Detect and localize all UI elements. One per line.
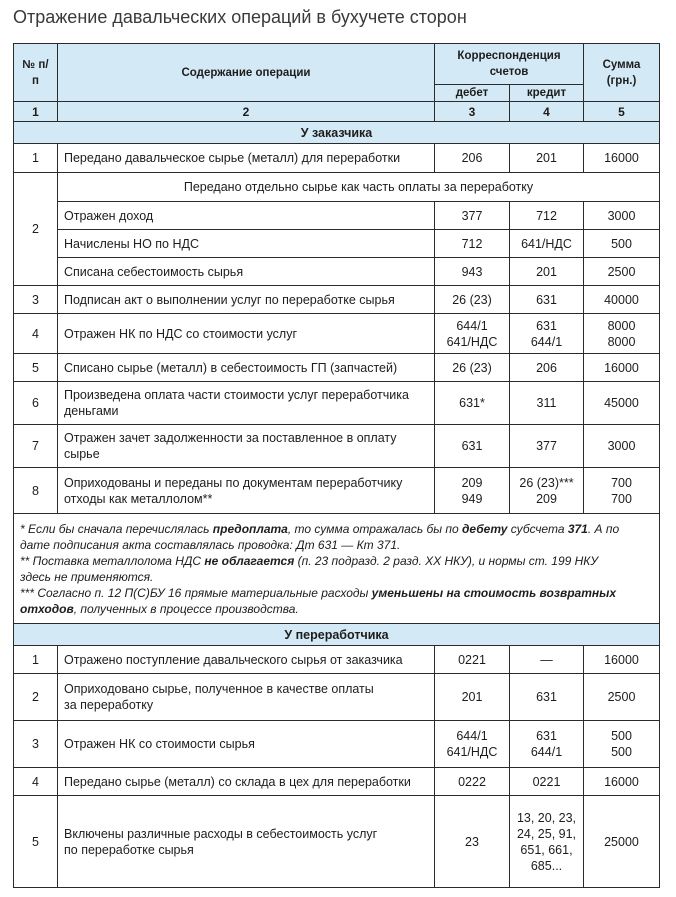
row-credit: 377 (510, 425, 584, 468)
footnote-3-cont: отходов, полученных в процессе производства. (20, 601, 299, 616)
row-text: Оприходованы и переданы по документам переработчику отходы как металлолом** (58, 468, 435, 514)
row-text: Начислены НО по НДС (58, 230, 435, 258)
row-credit: 631 644/1 (510, 721, 584, 768)
row-sum: 40000 (584, 286, 660, 314)
table-row (14, 314, 660, 354)
row-text: Оприходовано сырье, полученное в качестве оплаты за переработку (58, 674, 435, 721)
row-num: 3 (14, 721, 58, 768)
row-text: Отражено поступление давальческого сырья от заказчика (58, 646, 435, 674)
table-row (14, 173, 660, 202)
row-text: Произведена оплата части стоимости услуг переработчика деньгами (58, 382, 435, 425)
section-title-processor: У переработчика (14, 624, 660, 646)
row-debit: 23 (435, 796, 510, 888)
row-sum: 16000 (584, 768, 660, 796)
table-row (14, 354, 660, 382)
table-row (14, 674, 660, 721)
table-row (14, 258, 660, 286)
row-credit: 641/НДС (510, 230, 584, 258)
row-credit: 0221 (510, 768, 584, 796)
row-debit: 26 (23) (435, 354, 510, 382)
header-credit: кредит (510, 85, 584, 102)
table-row (14, 230, 660, 258)
row-num: 4 (14, 314, 58, 354)
row-num: 2 (14, 173, 58, 286)
row-text: Передано отдельно сырье как часть оплаты за переработку (58, 173, 660, 202)
row-text: Отражен зачет задолженности за поставленное в оплату сырье (58, 425, 435, 468)
row-debit: 644/1 641/НДС (435, 314, 510, 354)
row-credit: 712 (510, 202, 584, 230)
row-sum: 16000 (584, 354, 660, 382)
footnote-2-cont: здесь не применяются. (20, 569, 154, 584)
col-number-5: 5 (584, 102, 660, 122)
row-debit: 201 (435, 674, 510, 721)
row-credit: 631 644/1 (510, 314, 584, 354)
row-text: Списано сырье (металл) в себестоимость ГП (запчастей) (58, 354, 435, 382)
col-number-2: 2 (58, 102, 435, 122)
row-text: Отражен доход (58, 202, 435, 230)
table-row (14, 768, 660, 796)
row-debit: 631* (435, 382, 510, 425)
row-num: 1 (14, 646, 58, 674)
row-num: 2 (14, 674, 58, 721)
row-credit: 206 (510, 354, 584, 382)
row-sum: 16000 (584, 646, 660, 674)
table-row (14, 382, 660, 425)
row-sum: 3000 (584, 425, 660, 468)
row-credit: 631 (510, 286, 584, 314)
row-debit: 377 (435, 202, 510, 230)
header-sum: Сумма (грн.) (584, 44, 660, 102)
footnote-3: *** Согласно п. 12 П(С)БУ 16 прямые материальные расходы уменьшены на стоимость возвратных (20, 585, 617, 600)
col-number-3: 3 (435, 102, 510, 122)
row-num: 1 (14, 144, 58, 173)
section-title-customer: У заказчика (14, 122, 660, 144)
row-sum: 8000 8000 (584, 314, 660, 354)
table-row (14, 286, 660, 314)
row-text: Списана себестоимость сырья (58, 258, 435, 286)
row-credit: 311 (510, 382, 584, 425)
row-sum: 700 700 (584, 468, 660, 514)
footnotes (14, 514, 660, 624)
header-debit: дебет (435, 85, 510, 102)
row-debit: 0222 (435, 768, 510, 796)
header-num: № п/п (14, 44, 58, 102)
accounting-table (13, 43, 660, 888)
row-sum: 2500 (584, 674, 660, 721)
row-credit: 26 (23)*** 209 (510, 468, 584, 514)
row-text: Отражен НК по НДС со стоимости услуг (58, 314, 435, 354)
row-num: 3 (14, 286, 58, 314)
header-content: Содержание операции (58, 44, 435, 102)
row-num: 6 (14, 382, 58, 425)
row-debit: 26 (23) (435, 286, 510, 314)
row-debit: 206 (435, 144, 510, 173)
page-title: Отражение давальческих операций в бухучете сторон (13, 7, 467, 27)
table-row (14, 144, 660, 173)
row-debit: 209 949 (435, 468, 510, 514)
row-debit: 943 (435, 258, 510, 286)
row-text: Передано сырье (металл) со склада в цех для переработки (58, 768, 435, 796)
row-debit: 712 (435, 230, 510, 258)
row-sum: 3000 (584, 202, 660, 230)
row-num: 7 (14, 425, 58, 468)
row-text: Передано давальческое сырье (металл) для переработки (58, 144, 435, 173)
row-text: Отражен НК со стоимости сырья (58, 721, 435, 768)
table-row (14, 721, 660, 768)
row-num: 5 (14, 354, 58, 382)
row-sum: 500 500 (584, 721, 660, 768)
row-text: Подписан акт о выполнении услуг по переработке сырья (58, 286, 435, 314)
row-text: Включены различные расходы в себестоимость услуг по переработке сырья (58, 796, 435, 888)
row-sum: 16000 (584, 144, 660, 173)
footnote-1-cont: дате подписания акта составлялась проводка: Дт 631 — Кт 371. (20, 537, 401, 552)
row-num: 4 (14, 768, 58, 796)
col-number-1: 1 (14, 102, 58, 122)
row-sum: 500 (584, 230, 660, 258)
row-debit: 631 (435, 425, 510, 468)
row-num: 8 (14, 468, 58, 514)
row-sum: 45000 (584, 382, 660, 425)
table-row (14, 425, 660, 468)
row-sum: 25000 (584, 796, 660, 888)
row-num: 5 (14, 796, 58, 888)
table-row (14, 202, 660, 230)
row-credit: — (510, 646, 584, 674)
table-row (14, 796, 660, 888)
table-row (14, 468, 660, 514)
table-row (14, 646, 660, 674)
row-credit: 631 (510, 674, 584, 721)
footnote-1: * Если бы сначала перечислялась предоплата, то сумма отражалась бы по дебету субсчета 371. А по (20, 521, 620, 536)
col-number-4: 4 (510, 102, 584, 122)
footnote-2: ** Поставка металлолома НДС не облагается (п. 23 подразд. 2 разд. ХХ НКУ), и нормы ст. 199 НКУ (20, 553, 599, 568)
row-credit: 13, 20, 23, 24, 25, 91, 651, 661, 685... (510, 796, 584, 888)
row-credit: 201 (510, 144, 584, 173)
row-credit: 201 (510, 258, 584, 286)
header-correspondence: Корреспонденция счетов (435, 44, 584, 85)
row-debit: 0221 (435, 646, 510, 674)
row-debit: 644/1 641/НДС (435, 721, 510, 768)
row-sum: 2500 (584, 258, 660, 286)
